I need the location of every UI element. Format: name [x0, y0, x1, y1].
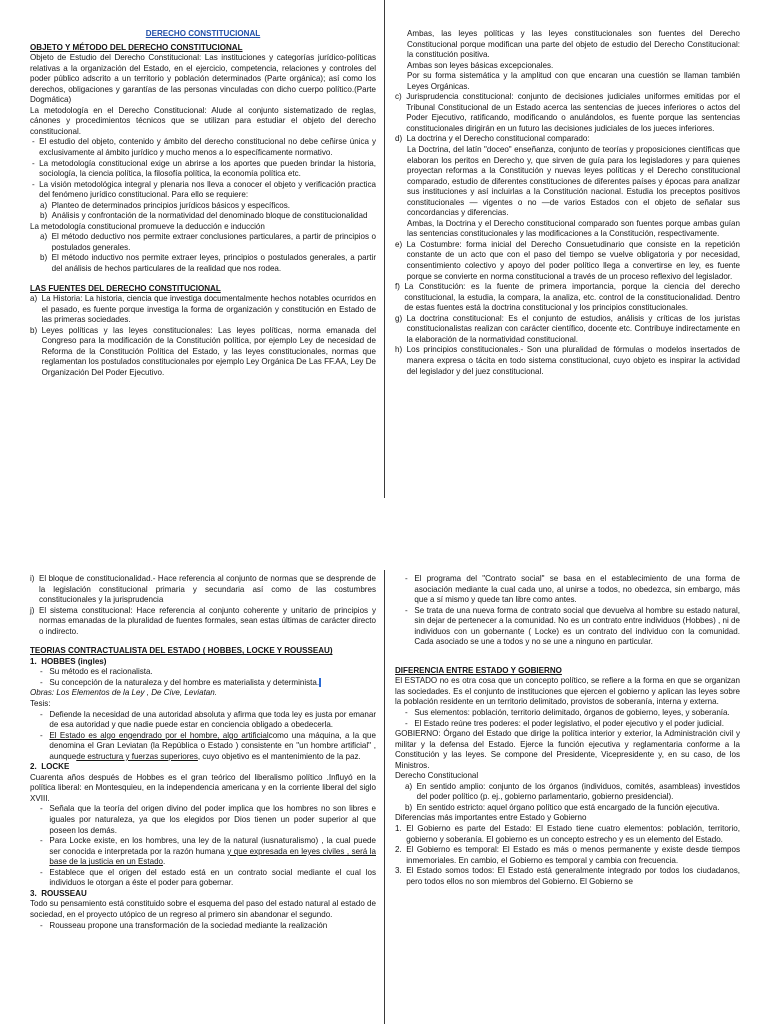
left-column	[30, 574, 376, 931]
paragraph: Por su forma sistemática y la amplitud con que encaran una cuestión se llaman también Leyes Orgánicas.	[407, 71, 740, 91]
list-item: - Su concepción de la naturaleza y del hombre es materialista y determinista.	[40, 677, 320, 687]
list-item: - Defiende la necesidad de una autoridad absoluta y afirma que toda ley es justa por emanar de esa autoridad y que nadie puede estar en conciencia obligado a obedecerla.	[40, 709, 376, 730]
list-item: b) El método inductivo nos permite extraer leyes, principios o postulados generales, a partir del análisis de hechos particulares de la realidad que nos rodea.	[40, 253, 376, 274]
paragraph-locke: Cuarenta años después de Hobbes es el gran teórico del liberalismo político .Influyó en la política liberal: en Montesquieu, en la independencia americana y en la corriente liberal del siglo XVIII.	[30, 772, 376, 803]
list-item: a) La Historia: La historia, ciencia que investiga documentalmente hechos notables ocurridos en el pasado, es fuente porque investiga la forma de organización y constitución en Estado de las primeras sociedades.	[30, 294, 376, 325]
list-item: - Su método es el racionalista.	[40, 667, 153, 677]
paragraph: Ambas, las leyes políticas y las leyes constitucionales son fuentes del Derecho Constitucional porque modifican una parte del objeto de estudio del Derecho Constitucional: la constitución positiva.	[407, 29, 740, 60]
list-item: - El Estado reúne tres poderes: el poder legislativo, el poder ejecutivo y el poder judicial.	[405, 718, 724, 728]
list-item: b) En sentido estricto: aquel órgano político que está encargado de la función ejecutiva.	[405, 802, 720, 812]
list-item: h) Los principios constitucionales.- Son una pluralidad de fórmulas o modelos insertados de manera expresa o tácita en todo sistema constitucional, cuyo objeto es inspirar la actividad del legislador y del juez constitucional.	[395, 345, 740, 376]
paragraph-metodologia: La metodología en el Derecho Constitucional: Alude al conjunto sistematizado de reglas, cánones y procedimientos técnicos que se utilizan para estudiar el objeto del derecho constitucional.	[30, 105, 376, 136]
list-item: 3. ROUSSEAU	[30, 888, 87, 898]
list-item: j) El sistema constitucional: Hace referencia al conjunto coherente y unitario de principios y normas emanadas de la pluralidad de fuentes formales, sean estas últimas de carácter directo o indirecto.	[30, 605, 376, 636]
list-item: d) La doctrina y el Derecho constitucional comparado:	[395, 134, 590, 144]
list-item: 2. LOCKE	[30, 762, 70, 772]
list-item: 3. El Estado somos todos: El Estado está generalmente integrado por todos los ciudadanos, pero todos ellos no son miembros del Gobierno. El Gobierno se	[395, 866, 740, 886]
list-item: 1. HOBBES (ingles)	[30, 656, 107, 666]
left-column	[30, 29, 376, 379]
paragraph-deduccion: La metodología constitucional promueve la deducción e inducción	[30, 221, 265, 231]
section-heading-objeto-metodo: OBJETO Y MÉTODO DEL DERECHO CONSTITUCIONAL	[30, 42, 243, 52]
list-item: c) Jurisprudencia constitucional: conjunto de decisiones judiciales uniformes emitidas por el Tribunal Constitucional de un Estado acerca las sentencias de jueces inferiores o actos del Poder Ejecutivo, ratificando, modificando o anulándolos, es fuente porque las sentencias constitucionales dirigirán en un futuro las decisiones judiciales de los jueces inferiores.	[395, 92, 740, 133]
list-item: - El estudio del objeto, contenido y ámbito del derecho constitucional no debe ceñirse única y exclusivamente al ámbito jurídico y mucho menos a lo específicamente normativo.	[32, 137, 376, 158]
list-item: b) Análisis y confrontación de la normatividad del denominado bloque de constitucionalidad	[40, 211, 368, 221]
list-item: g) La doctrina constitucional: Es el conjunto de estudios, análisis y críticas de los juristas constitucionalistas realizan con carácter científico, docente etc. Contribuye indirectamente en la elaboración de la normatividad constitucional.	[395, 313, 740, 344]
list-item: - La visión metodológica integral y plenaria nos lleva a conocer el objeto y verificación practica del fenómeno jurídico constitucional. Para ello se requiere:	[32, 179, 376, 200]
list-item: 1. El Gobierno es parte del Estado: El Estado tiene cuatro elementos: población, territorio, gobierno y soberanía. El gobierno es un concepto estrecho y es un elemento del Estado.	[395, 824, 740, 844]
paragraph-diferencias: Diferencias más importantes entre Estado y Gobierno	[395, 813, 587, 823]
document-title: DERECHO CONSTITUCIONAL	[145, 29, 261, 38]
list-item: 2. El Gobierno es temporal: El Estado es más o menos permanente y existe desde tiempos inmemoriales. En cambio, el Gobierno es temporal y cambia con frecuencia.	[395, 845, 740, 865]
list-item: - La metodología constitucional exige un abrirse a los aportes que pueden brindar la historia, sociología, la ciencia política, la filosofía política, la economía política etc.	[32, 158, 376, 179]
text-cursor	[319, 678, 321, 687]
list-item: - El Estado es algo engendrado por el hombre, algo artificialcomo una máquina, a la que denomina el Gran Leviatan (la República o Estado ) consistente en "un hombre artificial" , aunquede estructura y fuerzas superiores, cuyo objetivo es el mantenimiento de la paz.	[40, 730, 376, 761]
section-heading-fuentes: LAS FUENTES DEL DERECHO CONSTITUCIONAL	[30, 283, 221, 293]
paragraph-gobierno: GOBIERNO: Órgano del Estado que dirige la política interior y exterior, la Administración civil y militar y la defensa del Estado. Ejerce la función ejecutiva y reglamentaria conforme a la Constitución y las leyes. Se compone del Presidente, Vicepresidente y, en su caso, de los Ministros.	[395, 729, 740, 770]
list-item: a) En sentido amplio: conjunto de los órganos (individuos, comités, asambleas) investidos del poder político (p. ej., gobierno parlamentario, gobierno presidencial).	[405, 781, 740, 802]
list-item: a) Planteo de determinados principios jurídicos básicos y específicos.	[40, 200, 291, 210]
list-item: - Para Locke existe, en los hombres, una ley de la natural (iusnaturalismo) , la cual puede ser conocida e interpretada por la razón humana y que expresada en leyes civiles , será la base de la justicia en un Estado.	[40, 836, 376, 867]
list-item: b) Leyes políticas y las leyes constitucionales: Las leyes políticas, norma emanada del Congreso para la modificación de la Constitución política, por ejemplo Ley de necesidad de Reforma de la Constitución Política del Estado, y las leyes constitucionales, normas que reglamentan los postulados constitucionales por ejemplo Ley Orgánica De Las FF.AA, Ley De Organización Del Poder Ejecutivo.	[30, 325, 376, 377]
paragraph: La Doctrina, del latín "doceo" enseñanza, conjunto de teorías y proposiciones científicas que elaboran los peritos en Derecho y, que sirven de guía para los legisladores y para quienes proyectan reformas a la Constitución y nuevas leyes políticas y el Derecho constitucional comparado, estudio de diferentes constituciones de diferentes países y épocas para analizar sus instituciones y así incluirlas a la Constitución nacional. Estudia los preceptos positivos constitucionales — vigentes o no —de varios Estados con el objeto de señalar sus concordancias y diferencias.	[407, 145, 740, 218]
list-item: - Se trata de una nueva forma de contrato social que devuelva al hombre su estado natural, sin dejar de pertenecer a la comunidad. No es un contrato entre individuos (Hobbes) , ni de individuos con un gobernante ( Locke) es un contrato del individuo con la comunidad. Cada asociado se une a todos y no se une a ninguno en particular.	[405, 605, 740, 647]
column-divider	[384, 0, 385, 498]
list-item: - Señala que la teoría del origen divino del poder implica que los hombres no son libres e iguales por naturaleza, ya que los elegidos por Dios tienen un poder superior al que poseen los demás.	[40, 804, 376, 835]
list-item: e) La Costumbre: forma inicial del Derecho Consuetudinario que consiste en la repetición constante de un acto que con el paso del tiempo se vuelve obligatoria y por necesidad, consentimiento colectivo y apoyo del poder político llega a convertirse en ley, es fuente porque se convierte en norma constitucional a través de un proceso reflexivo del legislador.	[395, 239, 740, 281]
list-item: f) La Constitución: es la fuente de primera importancia, porque la ciencia del derecho constitucional, la estudia, la compara, la analiza, etc. control de la constitucionalidad. Dentro de estas fuentes está la doctrina constitucional y los principios constitucionales.	[395, 282, 740, 313]
section-heading-teorias: TEORIAS CONTRACTUALISTA DEL ESTADO ( HOBBES, LOCKE Y ROUSSEAU)	[30, 646, 333, 656]
document-page-2	[0, 560, 768, 1024]
paragraph-derecho-constitucional: Derecho Constitucional	[395, 771, 479, 781]
paragraph: Ambas son leyes básicas excepcionales.	[407, 60, 554, 70]
column-divider	[384, 570, 385, 1024]
paragraph: Ambas, la Doctrina y el Derecho constitucional comparado son fuentes porque ambas guían las sentencias constitucionales y las modificaciones a la Constitución, respectivamente.	[407, 218, 740, 239]
list-item: - El programa del "Contrato social" se basa en el establecimiento de una forma de asociación mediante la cual cada uno, al unirse a todos, no obedezca, sin embargo, más que a sí mismo y quede tan libre como antes.	[405, 574, 740, 605]
paragraph-estado: El ESTADO no es otra cosa que un concepto político, se refiere a la forma en que se organizan las sociedades. Es el conjunto de instituciones que ejercen el gobierno y aplican las leyes sobre la población residente en un territorio delimitado, provistos de soberanía, interna y externa.	[395, 676, 740, 707]
paragraph-rousseau: Todo su pensamiento está constituido sobre el esquema del paso del estado natural al estado de sociedad, en el proyecto utópico de un regreso al primero sin abandonar el segundo.	[30, 899, 376, 919]
list-item: - Rousseau propone una transformación de la sociedad mediante la realización	[40, 920, 328, 930]
list-item: a) El método deductivo nos permite extraer conclusiones particulares, a partir de principios o postulados generales.	[40, 232, 376, 252]
right-column	[395, 574, 740, 887]
document-page-1	[0, 0, 768, 505]
paragraph-objeto: Objeto de Estudio del Derecho Constitucional: Las instituciones y categorías jurídico-políticas relativas a la organización del Estado, en el ejercicio, competencia, relaciones y controles del poder público adscrito a un territorio y población determinados (Parte orgánica); así como los derechos, obligaciones y garantías de las personas vinculadas con dicho cuerpo político.(Parte Dogmática)	[30, 53, 376, 105]
list-item: i) El bloque de constitucionalidad.- Hace referencia al conjunto de normas que se desprende de la legislación constitucional primaria y secundaria así como de las costumbres constitucionales y la jurisprudencia	[30, 574, 376, 605]
list-item: - Establece que el origen del estado está en un contrato social mediante el cual los individuos le otorgan a éste el poder para gobernar.	[40, 867, 376, 888]
paragraph-tesis: Tesis:	[30, 699, 51, 709]
section-heading-diferencia: DIFERENCIA ENTRE ESTADO Y GOBIERNO	[395, 665, 562, 675]
right-column	[395, 29, 740, 377]
paragraph-obras: Obras: Los Elementos de la Ley , De Cive, Leviatan.	[30, 688, 217, 698]
list-item: - Sus elementos: población, territorio delimitado, órganos de gobierno, leyes, y soberanía.	[405, 708, 730, 718]
page-gap	[0, 505, 768, 560]
